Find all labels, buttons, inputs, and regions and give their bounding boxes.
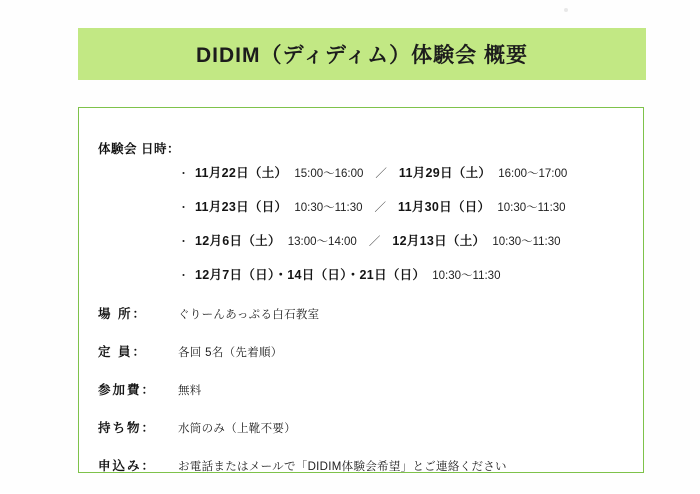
schedule-date-left: 11月22日（土） [195, 166, 288, 180]
page-title: DIDIM（ディディム）体験会 概要 [196, 44, 528, 67]
schedule-date-left: 11月23日（日） [195, 200, 288, 214]
schedule-time-left: 10:30〜11:30 [432, 270, 501, 282]
schedule-label: 体験会 日時： [98, 142, 180, 156]
table-row [98, 456, 598, 474]
schedule-time-left: 10:30〜11:30 [294, 202, 363, 214]
list-item [178, 163, 598, 181]
detail-value-fee: 無料 [178, 385, 202, 397]
table-row [98, 418, 598, 436]
schedule-time-right: 10:30〜11:30 [497, 202, 566, 214]
scan-speckle [564, 8, 568, 12]
detail-key-location: 場 所： [98, 307, 147, 321]
schedule-time-left: 15:00〜16:00 [294, 168, 364, 180]
detail-key-fee: 参加費： [98, 383, 157, 397]
detail-value-location: ぐりーんあっぷる白石教室 [178, 309, 320, 321]
detail-key-application: 申込み： [98, 459, 157, 473]
detail-value-application: お電話またはメールで「DIDIM体験会希望」とご連絡ください [178, 461, 507, 473]
schedule-separator: ／ [375, 168, 387, 180]
bullet-icon: ・ [178, 202, 189, 214]
schedule-date-left: 12月6日（土） [195, 234, 281, 248]
schedule-date-right: 11月29日（土） [398, 166, 492, 180]
schedule-date-left: 12月7日（日）・14日（日）・21日（日） [195, 268, 426, 282]
list-item [178, 197, 598, 215]
schedule-time-right: 10:30〜11:30 [492, 236, 561, 248]
schedule-date-right: 11月30日（日） [398, 200, 491, 214]
schedule-separator: ／ [374, 202, 387, 214]
schedule-date-right: 12月13日（土） [392, 234, 486, 248]
schedule-separator: ／ [368, 236, 381, 248]
schedule-list [178, 163, 598, 299]
bullet-icon: ・ [178, 236, 189, 248]
schedule-time-right: 16:00〜17:00 [498, 168, 568, 180]
bullet-icon: ・ [178, 168, 189, 180]
table-row [98, 342, 598, 360]
schedule-time-left: 13:00〜14:00 [287, 236, 357, 248]
table-row [98, 380, 598, 398]
list-item [178, 265, 598, 283]
title-banner [78, 28, 646, 80]
detail-key-capacity: 定 員： [98, 345, 147, 359]
details-table [98, 304, 598, 494]
detail-value-items: 水筒のみ（上靴不要） [178, 423, 296, 435]
detail-value-capacity: 各回 5名（先着順） [178, 347, 283, 359]
detail-key-items: 持ち物： [98, 421, 157, 435]
bullet-icon: ・ [178, 270, 189, 282]
table-row [98, 304, 598, 322]
list-item [178, 231, 598, 249]
